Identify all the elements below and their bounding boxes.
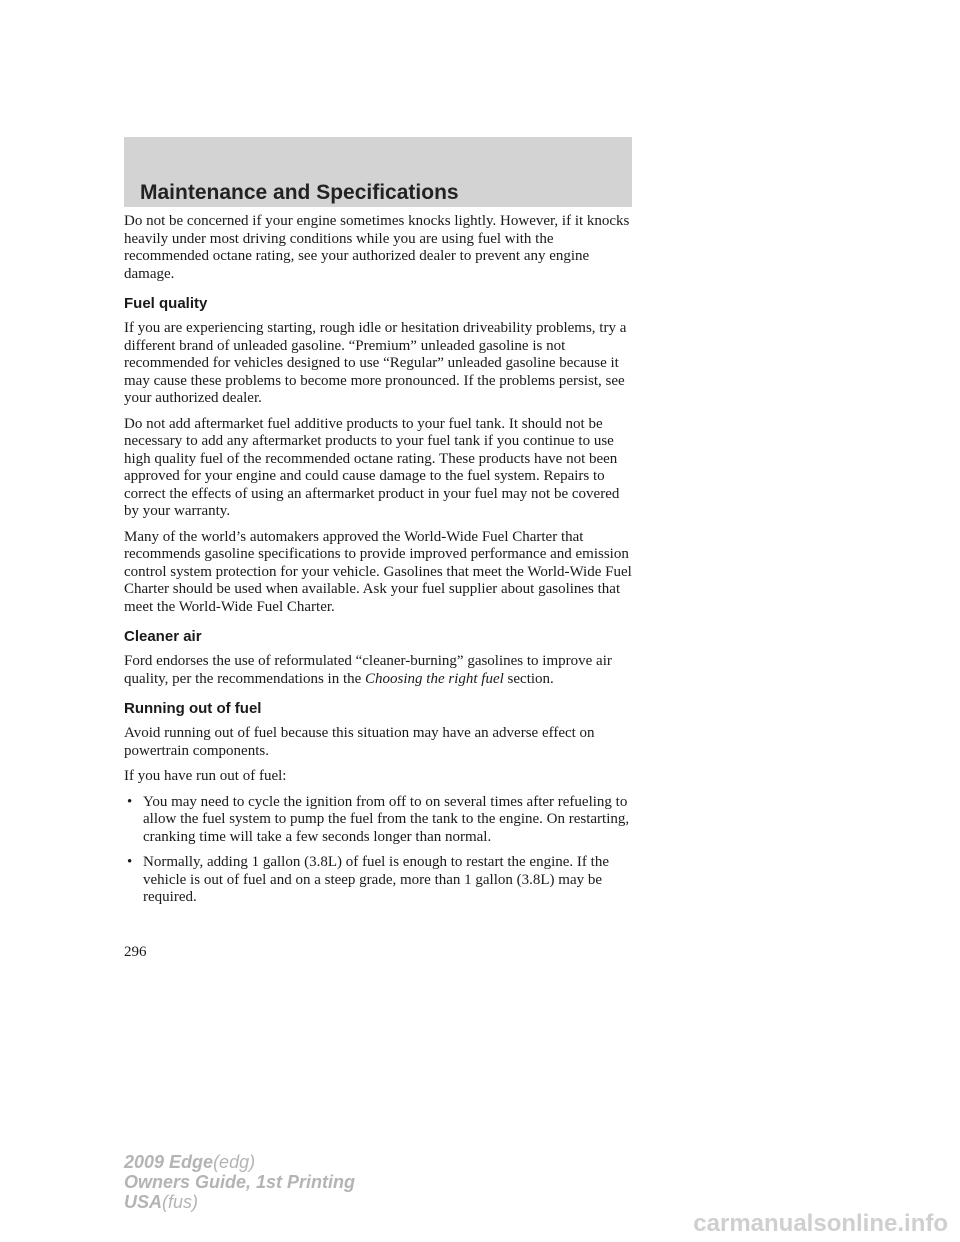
list-item-text: You may need to cycle the ignition from off to on several times after refueling to allow the fuel system to pump the fuel from the tank to the engine. On restarting, cranking time will take a few seconds longer than normal. [143, 793, 630, 845]
footer-market: USA [124, 1192, 163, 1212]
paragraph-fuel-quality-2: Do not add aftermarket fuel additive products to your fuel tank. It should not be necessary to add any aftermarket products to your fuel tank if you continue to use high quality fuel of the recommended octane rating. These products have not been approved for your engine and could cause damage to the fuel system. Repairs to correct the effects of using an aftermarket product in your fuel may not be covered by your warranty. [124, 415, 620, 519]
page-content [124, 213, 634, 915]
bullet-icon: • [127, 854, 133, 870]
page-number: 296 [124, 944, 147, 960]
paragraph-running-out-1: Avoid running out of fuel because this situation may have an adverse effect on powertrain components. [124, 725, 595, 759]
section-header-band [124, 137, 632, 207]
bullet-list [124, 794, 634, 907]
heading-running-out-of-fuel: Running out of fuel [124, 700, 262, 717]
paragraph-running-out-2: If you have run out of fuel: [124, 768, 287, 784]
bullet-icon: • [127, 793, 133, 810]
footer-model-code: (edg) [213, 1152, 256, 1172]
footer-line-market [124, 1192, 355, 1212]
paragraph-fuel-quality-1: If you are experiencing starting, rough idle or hesitation driveability problems, try a different brand of unleaded gasoline. “Premium” unleaded gasoline is not recommended for vehicles designed to use “Regular” unleaded gasoline because it may cause these problems to become more pronounced. If the problems persist, see your authorized dealer. [124, 320, 627, 406]
watermark: carmanualsonline.info [693, 1210, 948, 1237]
paragraph-engine-knock: Do not be concerned if your engine sometimes knocks lightly. However, if it knocks heavily under most driving conditions while you are using fuel with the recommended octane rating, see your authorized dealer to prevent any engine damage. [124, 213, 630, 282]
paragraph-fuel-quality-3: Many of the world’s automakers approved the World-Wide Fuel Charter that recommends gasoline specifications to provide improved performance and emission control system protection for your vehicle. Gasolines that meet the World-Wide Fuel Charter should be used when available. Ask your fuel supplier about gasolines that meet the World-Wide Fuel Charter. [124, 528, 632, 615]
cleaner-air-text-after: section. [503, 670, 554, 687]
cross-reference-choosing-fuel: Choosing the right fuel [365, 670, 504, 687]
footer-line-model [124, 1152, 355, 1172]
footer-model: 2009 Edge [124, 1152, 214, 1172]
paragraph-cleaner-air [124, 653, 634, 688]
heading-cleaner-air: Cleaner air [124, 628, 202, 645]
list-item [124, 794, 634, 847]
list-item [124, 854, 634, 907]
footer-line-guide: Owners Guide, 1st Printing [124, 1172, 356, 1192]
section-title: Maintenance and Specifications [140, 181, 459, 204]
footer-market-code: (fus) [162, 1192, 199, 1212]
cleaner-air-text-before: Ford endorses the use of reformulated “cleaner-burning” gasolines to improve air quality, per the recommendations in the [124, 653, 612, 687]
heading-fuel-quality: Fuel quality [124, 295, 208, 312]
print-footer [124, 1152, 355, 1212]
list-item-text: Normally, adding 1 gallon (3.8L) of fuel is enough to restart the engine. If the vehicle is out of fuel and on a steep grade, more than 1 gallon (3.8L) may be required. [143, 854, 609, 905]
